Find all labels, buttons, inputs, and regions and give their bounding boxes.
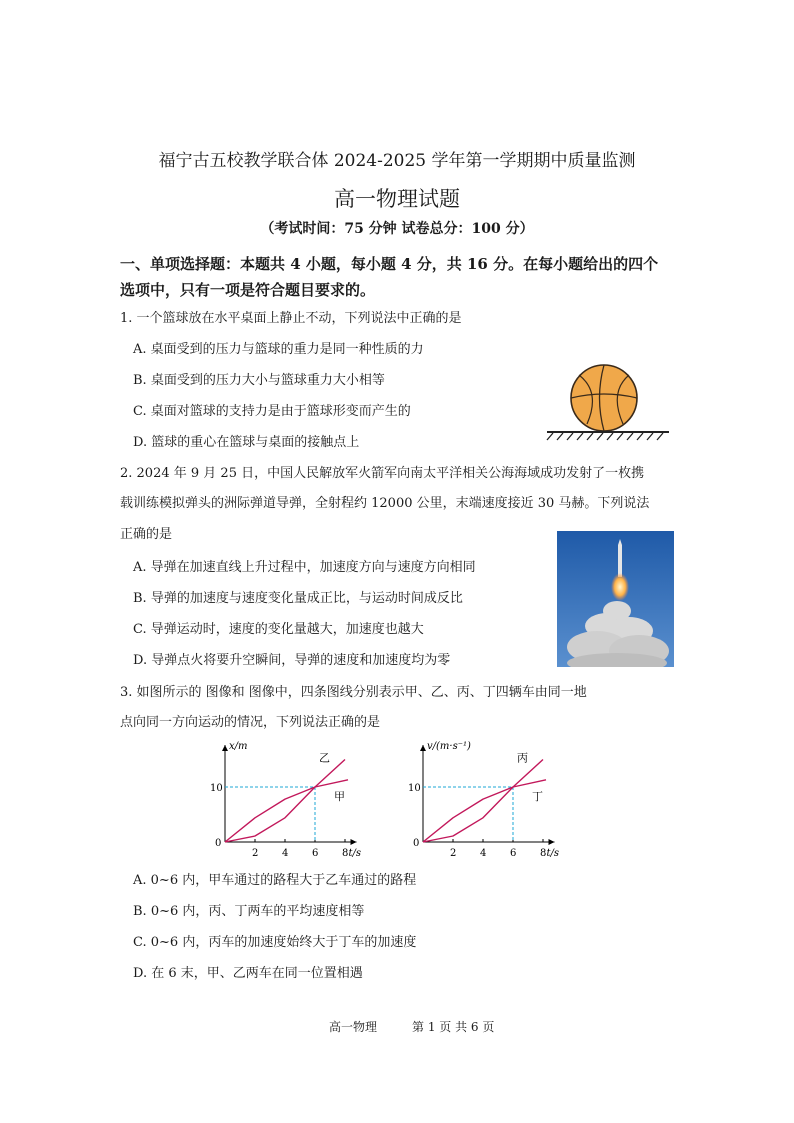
exam-info: （考试时间：75 分钟 试卷总分：100 分）: [260, 221, 534, 237]
x-tick-label: 4: [480, 848, 487, 859]
x-tick-label: 4: [282, 848, 289, 859]
y-axis-arrow: [420, 745, 426, 751]
q3-option-c: C. 0~6 内，丙车的加速度始终大于丁车的加速度: [133, 935, 417, 950]
q2-option-a: A. 导弹在加速直线上升过程中，加速度方向与速度方向相同: [133, 560, 476, 575]
q2-stem-line2: 载训练模拟弹头的洲际弹道导弹，全射程约 12000 公里，末端速度接近 30 马赫。下列说法: [120, 496, 650, 511]
q3-option-b: B. 0~6 内，丙、丁两车的平均速度相等: [133, 904, 365, 919]
x-axis-arrow: [351, 839, 357, 845]
origin-label: 0: [215, 838, 222, 849]
y-tick-label: 10: [408, 783, 421, 794]
y-axis-label: v/(m·s⁻¹): [427, 741, 471, 752]
missile-launch-photo: [557, 531, 674, 667]
series-line: [225, 760, 345, 843]
x-tick-label: 2: [252, 848, 259, 859]
chart-xt: [200, 735, 390, 863]
exam-subject-title: 高一物理试题: [334, 187, 460, 211]
x-tick-label: 8: [540, 848, 547, 859]
basketball-icon: [571, 365, 637, 431]
missile-icon: [618, 545, 622, 577]
x-tick-label: 2: [450, 848, 457, 859]
q3-option-d: D. 在 6 末，甲、乙两车在同一位置相遇: [133, 966, 363, 981]
x-axis-label: t/s: [546, 848, 560, 859]
q1-option-c: C. 桌面对篮球的支持力是由于篮球形变而产生的: [133, 404, 411, 419]
q3-stem-line1: 3. 如图所示的 图像和 图像中，四条图线分别表示甲、乙、丙、丁四辆车由同一地: [120, 685, 587, 700]
q2-option-b: B. 导弹的加速度与速度变化量成正比，与运动时间成反比: [133, 591, 463, 606]
footer-subject: 高一物理: [329, 1020, 378, 1034]
q3-stem-line2: 点向同一方向运动的情况，下列说法正确的是: [120, 715, 381, 730]
q2-option-c: C. 导弹运动时，速度的变化量越大，加速度也越大: [133, 622, 424, 637]
section-heading-line2: 选项中，只有一项是符合题目要求的。: [120, 281, 376, 299]
y-tick-label: 10: [210, 783, 223, 794]
q2-stem-line1: 2. 2024 年 9 月 25 日，中国人民解放军火箭军向南太平洋相关公海海域成功发射了一枚携: [120, 466, 645, 481]
y-axis-arrow: [222, 745, 228, 751]
series-line: [423, 760, 543, 843]
q1-option-a: A. 桌面受到的压力与篮球的重力是同一种性质的力: [133, 342, 424, 357]
exam-header-title: 福宁古五校教学联合体 2024-2025 学年第一学期期中质量监测: [158, 151, 636, 171]
table-hatching: [547, 433, 663, 440]
x-tick-label: 6: [312, 848, 319, 859]
q1-option-d: D. 篮球的重心在篮球与桌面的接触点上: [133, 435, 360, 450]
series-line: [423, 780, 546, 842]
series-label: 乙: [319, 751, 330, 765]
x-axis-label: t/s: [348, 848, 362, 859]
x-axis-arrow: [549, 839, 555, 845]
series-label: 丁: [532, 789, 543, 803]
y-axis-label: x/m: [229, 741, 248, 752]
series-label: 丙: [517, 751, 528, 765]
flame-icon: [611, 573, 629, 601]
x-tick-label: 8: [342, 848, 349, 859]
footer-page-number: 第 1 页 共 6 页: [412, 1020, 495, 1034]
origin-label: 0: [413, 838, 420, 849]
x-tick-label: 6: [510, 848, 517, 859]
chart-vt: [398, 735, 598, 863]
q1-stem: 1. 一个篮球放在水平桌面上静止不动，下列说法中正确的是: [120, 311, 462, 326]
q1-option-b: B. 桌面受到的压力大小与篮球重力大小相等: [133, 373, 385, 388]
basketball-figure: [543, 362, 673, 442]
q3-option-a: A. 0~6 内，甲车通过的路程大于乙车通过的路程: [133, 873, 417, 888]
q2-stem-line3: 正确的是: [120, 527, 173, 542]
q2-option-d: D. 导弹点火将要升空瞬间，导弹的速度和加速度均为零: [133, 653, 451, 668]
section-heading-line1: 一、单项选择题：本题共 4 小题，每小题 4 分，共 16 分。在每小题给出的四个: [120, 255, 659, 273]
series-label: 甲: [334, 789, 345, 803]
series-line: [225, 780, 348, 842]
